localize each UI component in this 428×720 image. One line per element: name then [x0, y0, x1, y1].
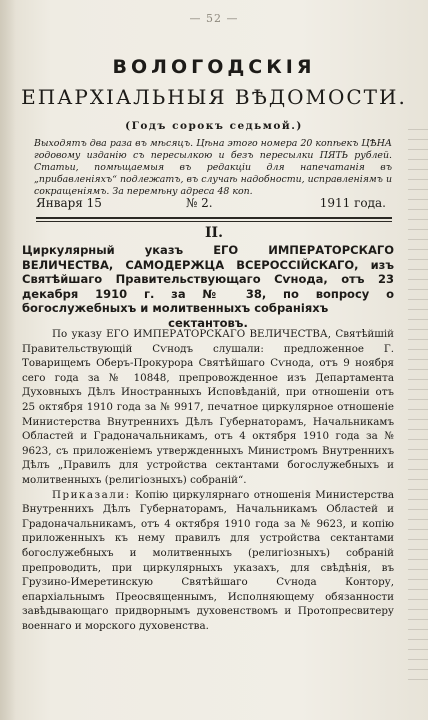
journal-title-line1: ВОЛОГОДСКІЯ	[112, 56, 316, 78]
bleed-through-text	[408, 120, 428, 680]
header-rule-thin	[36, 221, 392, 222]
decree-heading	[22, 243, 394, 331]
issue-year: 1911 года.	[319, 196, 386, 210]
journal-year-line: (Годъ сорокъ седьмой.)	[125, 120, 303, 132]
issue-number: № 2.	[186, 196, 213, 210]
issue-date: Января 15	[36, 196, 102, 210]
page-number: — 52 —	[189, 12, 239, 25]
body-paragraph-2-text: Копію циркулярнаго отношенія Министерства Внутреннихъ Дѣлъ Губернаторамъ, Начальникамъ Областей и Градоначальникамъ, отъ 4 октября 1910 года за № 9623, и копію приложенныхъ къ нему правилъ для устройства сектантами богослужебныхъ и молитвенныхъ (религіозныхъ) собраній препроводить, при циркулярныхъ указахъ, для свѣдѣнія, въ Грузино-Имеретинскую Святѣйшаго Сѵнода Контору, епархіальнымъ Преосвященнымъ, Исполняющему обязанности завѣдывающаго придворнымъ духовенствомъ и Протопресвитеру военнаго и морского духовенства.	[22, 488, 394, 632]
decree-heading-last-line: сектантовъ.	[168, 315, 248, 330]
journal-title-line2: ЕПАРХІАЛЬНЫЯ ВѢДОМОСТИ.	[21, 85, 407, 109]
issue-line	[36, 196, 386, 214]
body-paragraph-2	[22, 488, 394, 634]
subscription-terms: Выходятъ два раза въ мѣсяцъ. Цѣна этого номера 20 копѣекъ ЦѢНА годовому изданію съ пересылкою и безъ пересылки ПЯТЬ рублей. Статьи, помѣщаемыя въ редакціи для напечатанія въ „прибавленіяхъ“ подлежатъ, въ случаѣ надобности, исправленіямъ и сокращеніямъ. За перемѣну адреса 48 коп.	[34, 138, 392, 197]
body-paragraph-1: По указу ЕГО ИМПЕРАТОРСКАГО ВЕЛИЧЕСТВА, Святѣйшій Правительствующій Сѵнодъ слушали: предложенное Г. Товарищемъ Оберъ-Прокурора Святѣйшаго Сѵнода, отъ 9 ноября сего года за № 10848, препровожденное изъ Департамента Духовныхъ Дѣлъ Иностранныхъ Исповѣданій, при отношеніи отъ 25 октября 1910 года за № 9917, печатное циркулярное отношеніе Министерства Внутреннихъ Дѣлъ Губернаторамъ, Начальникамъ Областей и Градоначальникамъ, отъ 4 октября 1910 года за № 9623, съ приложеніемъ утвержденныхъ Министромъ Внутреннихъ Дѣлъ „Правилъ для устройства сектантами богослужебныхъ и молитвенныхъ (религіозныхъ) собраній“.	[22, 328, 394, 486]
section-numeral: II.	[205, 225, 223, 241]
ordered-lead: Приказали:	[52, 488, 131, 501]
decree-heading-text: Циркулярный указъ ЕГО ИМПЕРАТОРСКАГО ВЕЛИЧЕСТВА, САМОДЕРЖЦА ВСЕРОССІЙСКАГО, изъ Святѣйшаго Правительствующаго Сѵнода, отъ 23 декабря 1910 г. за № 38, по вопросу о богослужебныхъ и молитвенныхъ собраніяхъ	[22, 243, 394, 316]
decree-body	[22, 327, 394, 633]
header-rule	[36, 217, 392, 219]
